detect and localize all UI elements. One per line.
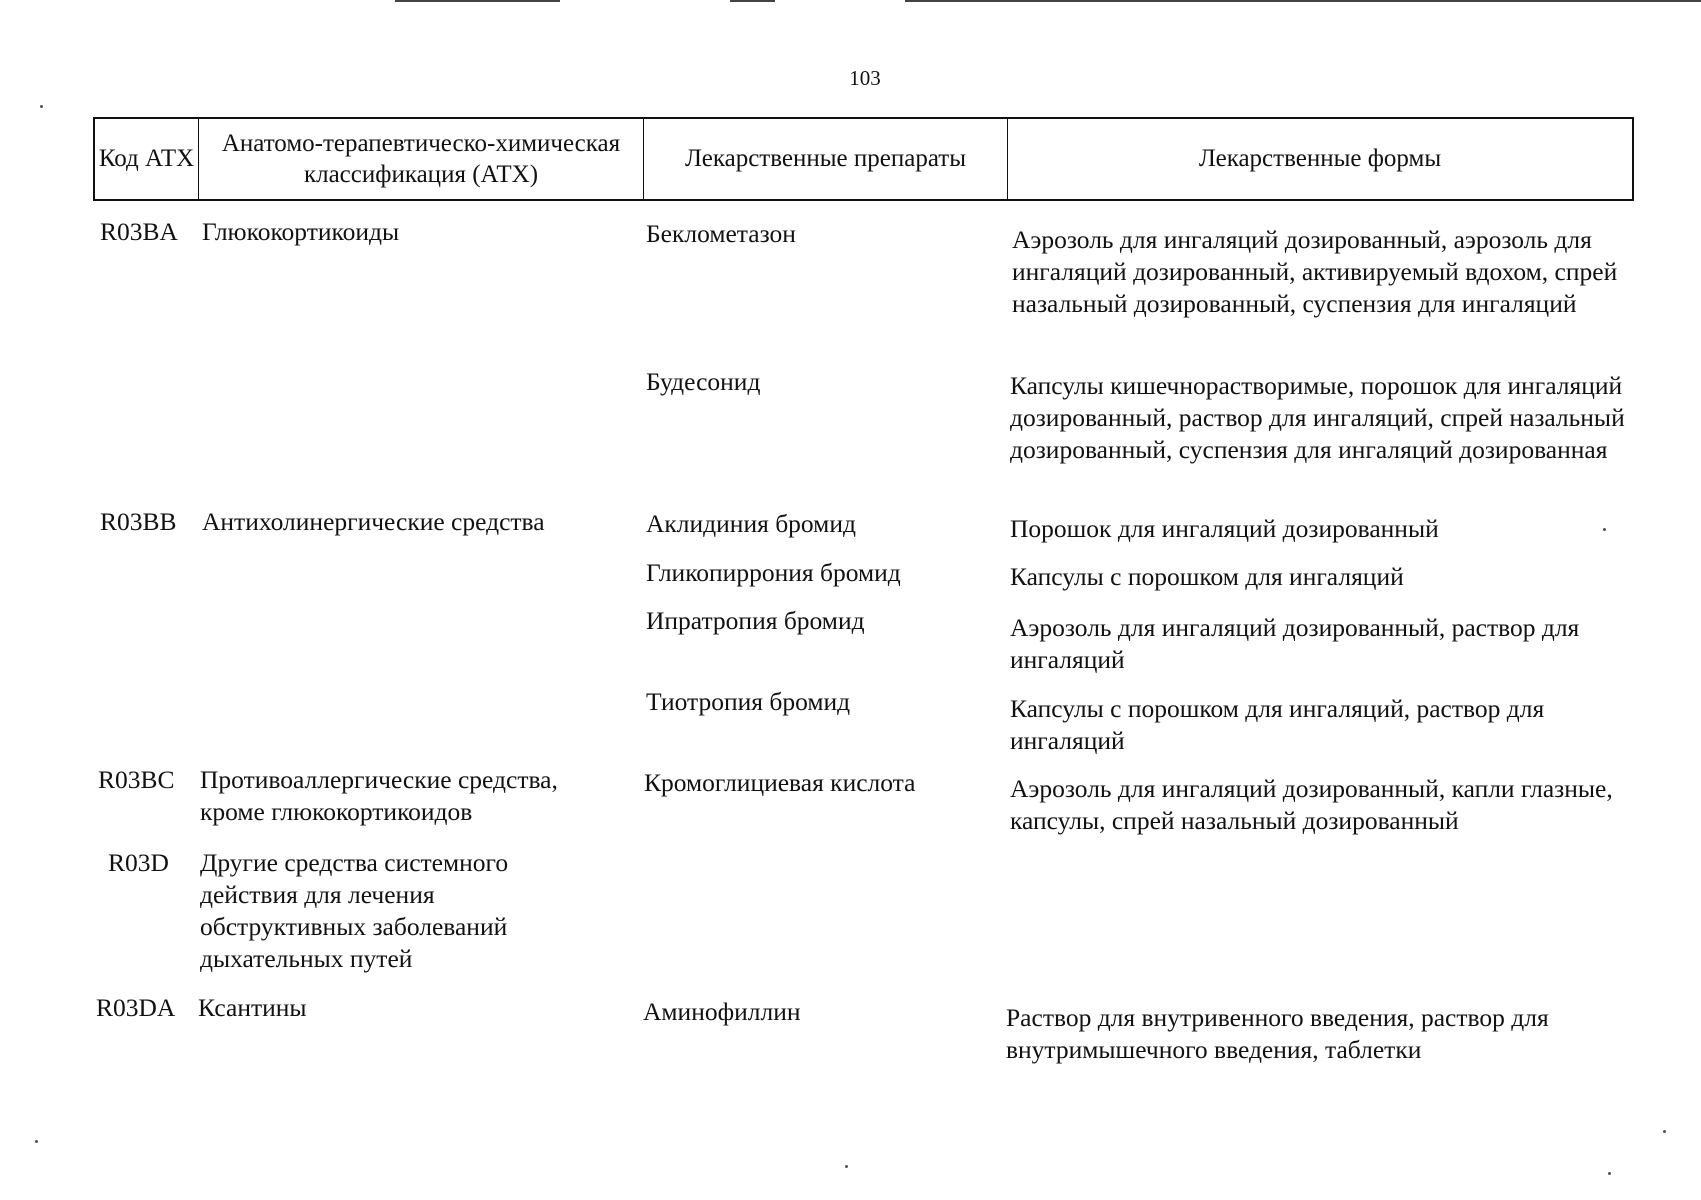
scan-speck <box>35 1140 38 1143</box>
scan-speck <box>1663 1130 1666 1133</box>
row-code: R03BA <box>100 217 178 246</box>
scan-edge-line <box>905 0 1701 2</box>
scan-speck <box>40 105 43 108</box>
row-drug: Беклометазон <box>646 219 796 248</box>
header-classification: Анатомо-терапевтическо-химическая классификация (АТХ) <box>199 119 644 199</box>
row-forms: Аэрозоль для ингаляций дозированный, капли глазные, капсулы, спрей назальный дозированный <box>1010 774 1613 835</box>
row-drug: Аминофиллин <box>643 997 801 1026</box>
row-forms: Аэрозоль для ингаляций дозированный, раствор для ингаляций <box>1010 613 1580 674</box>
header-drugs: Лекарственные препараты <box>644 119 1008 199</box>
table-header <box>93 117 1634 201</box>
scan-edge-line <box>730 0 775 2</box>
row-classification: Противоаллергические средства, кроме глюкокортикоидов <box>200 765 558 826</box>
row-drug: Тиотропия бромид <box>646 687 851 716</box>
row-forms: Порошок для ингаляций дозированный <box>1010 514 1439 543</box>
page-number: 103 <box>849 66 881 90</box>
row-classification: Ксантины <box>198 993 307 1022</box>
row-drug: Ипратропия бромид <box>646 606 865 635</box>
row-code: R03DA <box>96 993 176 1022</box>
row-drug: Будесонид <box>646 367 761 396</box>
row-forms: Капсулы с порошком для ингаляций <box>1010 562 1404 591</box>
row-code: R03BB <box>100 507 177 536</box>
row-forms: Аэрозоль для ингаляций дозированный, аэрозоль для ингаляций дозированный, активируемый вдохом, спрей назальный дозированный, суспензия для ингаляций <box>1012 225 1618 318</box>
row-classification: Другие средства системного действия для лечения обструктивных заболеваний дыхательных путей <box>200 848 509 973</box>
row-drug: Кромоглициевая кислота <box>644 768 916 797</box>
row-code: R03D <box>108 848 169 877</box>
header-code: Код АТХ <box>95 119 199 199</box>
row-classification: Глюкокортикоиды <box>202 217 400 246</box>
row-drug: Аклидиния бромид <box>646 509 856 538</box>
scan-speck <box>1608 1172 1611 1175</box>
row-forms: Капсулы кишечнорастворимые, порошок для ингаляций дозированный, раствор для ингаляций, спрей назальный дозированный, суспензия для ингаляций дозированная <box>1010 371 1625 464</box>
row-code: R03BC <box>98 765 175 794</box>
row-classification: Антихолинергические средства <box>202 507 545 536</box>
scan-edge-line <box>395 0 560 2</box>
scan-speck <box>845 1165 848 1168</box>
row-forms: Раствор для внутривенного введения, раствор для внутримышечного введения, таблетки <box>1006 1003 1549 1064</box>
header-forms: Лекарственные формы <box>1198 145 1442 173</box>
row-drug: Гликопиррония бромид <box>646 558 901 587</box>
row-forms: Капсулы с порошком для ингаляций, раствор для ингаляций <box>1010 694 1545 755</box>
